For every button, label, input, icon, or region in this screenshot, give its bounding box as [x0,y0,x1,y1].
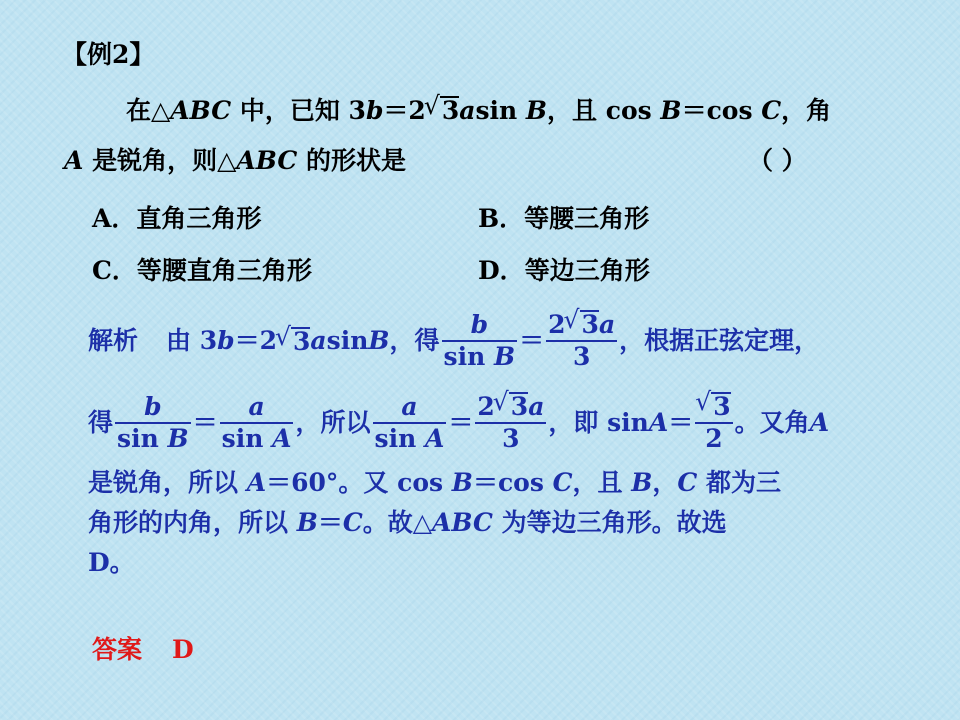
fraction: $\frac{2√ 3a}{3}$ [546,310,617,372]
fraction: $\frac{a}{\text{sin A}}$ [221,392,292,453]
answer-line [92,630,194,666]
option-d[interactable]: D．等边三角形 [478,256,650,285]
solution-line-3: 是锐角，所以 A＝60°。又 cos B＝cos C，且 B，C 都为三 [88,468,782,497]
solution-line-2: 得 $\frac{b}{\text{sin B}}$ ＝ $\frac{a}{\text{sin A}}$ ，所以 $\frac{a}{\text{sin A}}$ ＝ $\frac{2√ 3a}{3}$ ，即 sin A ＝ √ $\frac{3}{2}$ 。又角 A [88,392,829,454]
fraction: $\frac{b}{\text{sin B}}$ [443,310,516,371]
example-label: 【例2】 [62,40,155,69]
solution-label: 解析 [88,326,139,355]
solution-line-5: D。 [88,548,135,577]
answer-paren: （ ） [748,146,807,175]
answer-value: D [172,635,194,664]
option-c[interactable]: C．等腰直角三角形 [92,256,312,285]
option-a[interactable]: A．直角三角形 [92,204,262,233]
question-line-2: A 是锐角，则△ABC 的形状是 [64,146,406,175]
question-line-1: 在△ABC 中，已知 3b＝2√ 3asin B，且 cos B＝cos C，角 [126,96,831,126]
fraction: $\frac{a}{\text{sin A}}$ [374,392,445,453]
solution-line-1: 解析 由 3 b ＝2 √ 3 a sin B ，得 $\frac{b}{\text{sin B}}$ ＝ $\frac{2√ 3a}{3}$ ，根据正弦定理， [88,310,819,372]
fraction: $\frac{b}{\text{sin B}}$ [117,392,189,453]
solution-line-4: 角形的内角，所以 B＝C。故△ABC 为等边三角形。故选 [88,508,727,537]
fraction: √ $\frac{3}{2}$ [695,392,732,454]
option-b[interactable]: B．等腰三角形 [478,204,650,233]
answer-label: 答案 [92,635,143,664]
sqrt: √ 3 [440,96,459,124]
fraction: $\frac{2√ 3a}{3}$ [475,392,546,454]
